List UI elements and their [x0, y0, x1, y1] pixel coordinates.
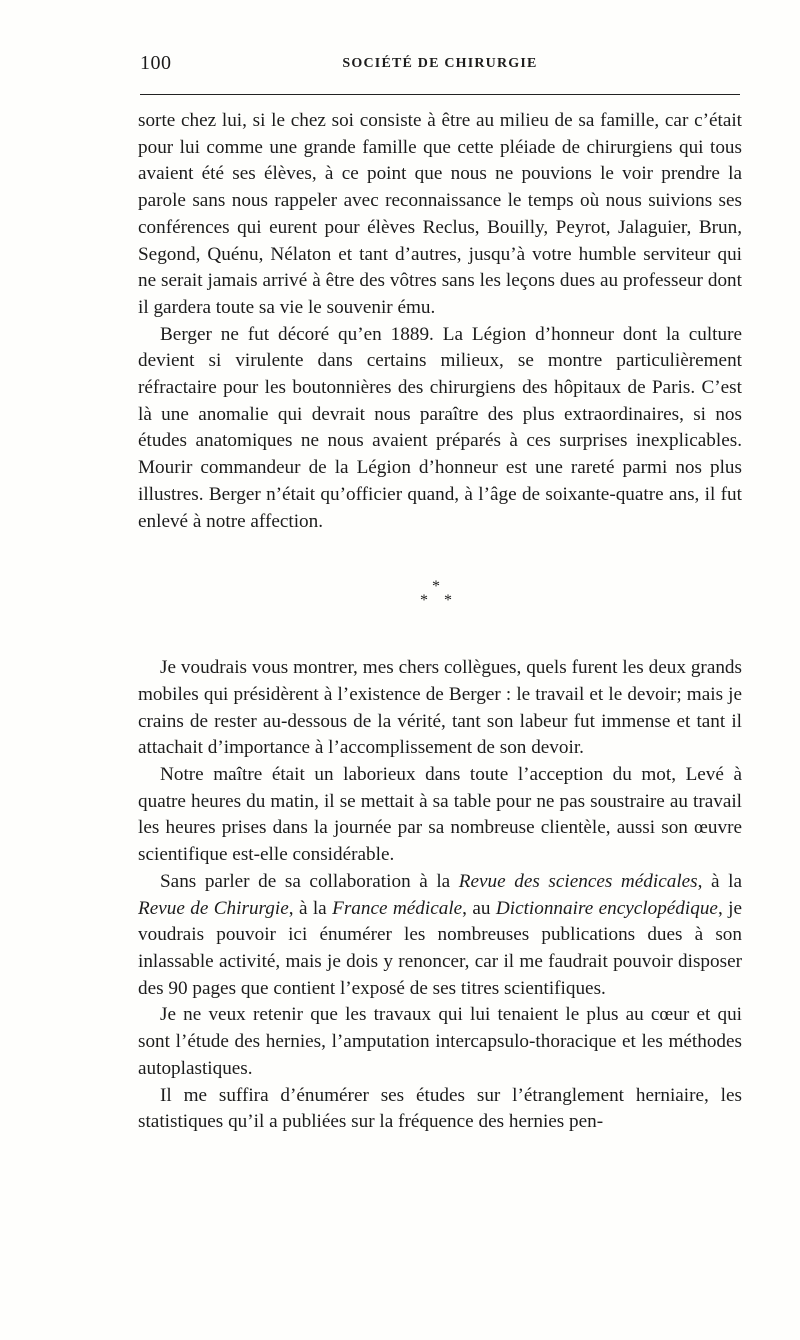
publications-text-3: , à la [288, 897, 333, 919]
page-number: 100 [140, 52, 172, 74]
publications-text-2: , à la [697, 870, 742, 892]
title-revue-chirurgie: Revue de Chirurgie [138, 897, 289, 919]
paragraph-mobiles: Je voudrais vous montrer, mes chers collègues, quels furent les deux grands mobiles qui présidèrent à l’existence de Berger : le travail et le devoir; mais je crains de rester au-dessous de la vérité, tant son labeur fut immense et tant il attachait d’importance à l’accomplissement de son devoir. [138, 657, 742, 759]
section-two [138, 655, 742, 1136]
section-break-asterism [138, 535, 742, 655]
publications-text-5: , je voudrais pouvoir ici énumérer les nombreuses publications dues à son inlassable activité, mais je dois y renoncer, car il me faudrait pouvoir disposer des 90 pages que contient l’exposé de ses titres scientifiques. [138, 897, 742, 999]
running-title: SOCIÉTÉ DE CHIRURGIE [342, 56, 538, 71]
asterism-star-right: * [444, 592, 452, 610]
title-france-medicale: France médicale [332, 897, 463, 919]
paragraph-etranglement: Il me suffira d’énumérer ses études sur l’étranglement herniaire, les statistiques qu’il a publiées sur la fréquence des hernies pen- [138, 1084, 742, 1133]
paragraph-publications [138, 869, 742, 1003]
asterism-star-left: * [420, 592, 428, 610]
asterism-star-top: * [432, 578, 440, 596]
paragraph-laborieux: Notre maître était un laborieux dans toute l’acception du mot, Levé à quatre heures du matin, il se mettait à sa table pour ne pas soustraire au travail les heures prises dans la journée par sa nombreuse clientèle, aussi son œuvre scientifique est-elle considérable. [138, 764, 742, 866]
body-text [138, 108, 742, 1136]
publications-text-4: , au [462, 897, 496, 919]
title-revue-sciences-medicales: Revue des sciences médicales [458, 870, 698, 892]
page-header [140, 52, 740, 82]
publications-text-1: Sans parler de sa collaboration à la [160, 870, 459, 892]
paragraph-famille: sorte chez lui, si le chez soi consiste à être au milieu de sa famille, car c’était pour lui comme une grande famille que cette pléiade de chirurgiens qui tous avaient été ses élèves, à ce point que nous ne pouvions le voir prendre la parole sans nous rappeler avec reconnaissance le temps où nous suivions ses conférences qui eurent pour élèves Reclus, Bouilly, Peyrot, Jalaguier, Brun, Segond, Quénu, Nélaton et tant d’autres, jusqu’à votre humble serviteur qui ne serait jamais arrivé à être des vôtres sans les leçons dues au professeur dont il gardera toute sa vie le souvenir ému. [138, 110, 742, 318]
header-rule [140, 94, 740, 95]
title-dictionnaire-encyclopedique: Dictionnaire encyclopédique [495, 897, 718, 919]
paragraph-legion-honneur: Berger ne fut décoré qu’en 1889. La Légion d’honneur dont la culture devient si virulente dans certains milieux, se montre particulièrement réfractaire pour les boutonnières des chirurgiens des hôpitaux de Paris. C’est là une anomalie qui devrait nous paraître des plus extraordinaires, si nos études anatomiques ne nous avaient préparés à ces surprises inexplicables. Mourir commandeur de la Légion d’honneur est une rareté parmi nos plus illustres. Berger n’était qu’officier quand, à l’âge de soixante-quatre ans, il fut enlevé à notre affection. [138, 323, 742, 532]
paragraph-travaux: Je ne veux retenir que les travaux qui lui tenaient le plus au cœur et qui sont l’étude des hernies, l’amputation intercapsulo-thoracique et les méthodes autoplastiques. [138, 1004, 742, 1079]
